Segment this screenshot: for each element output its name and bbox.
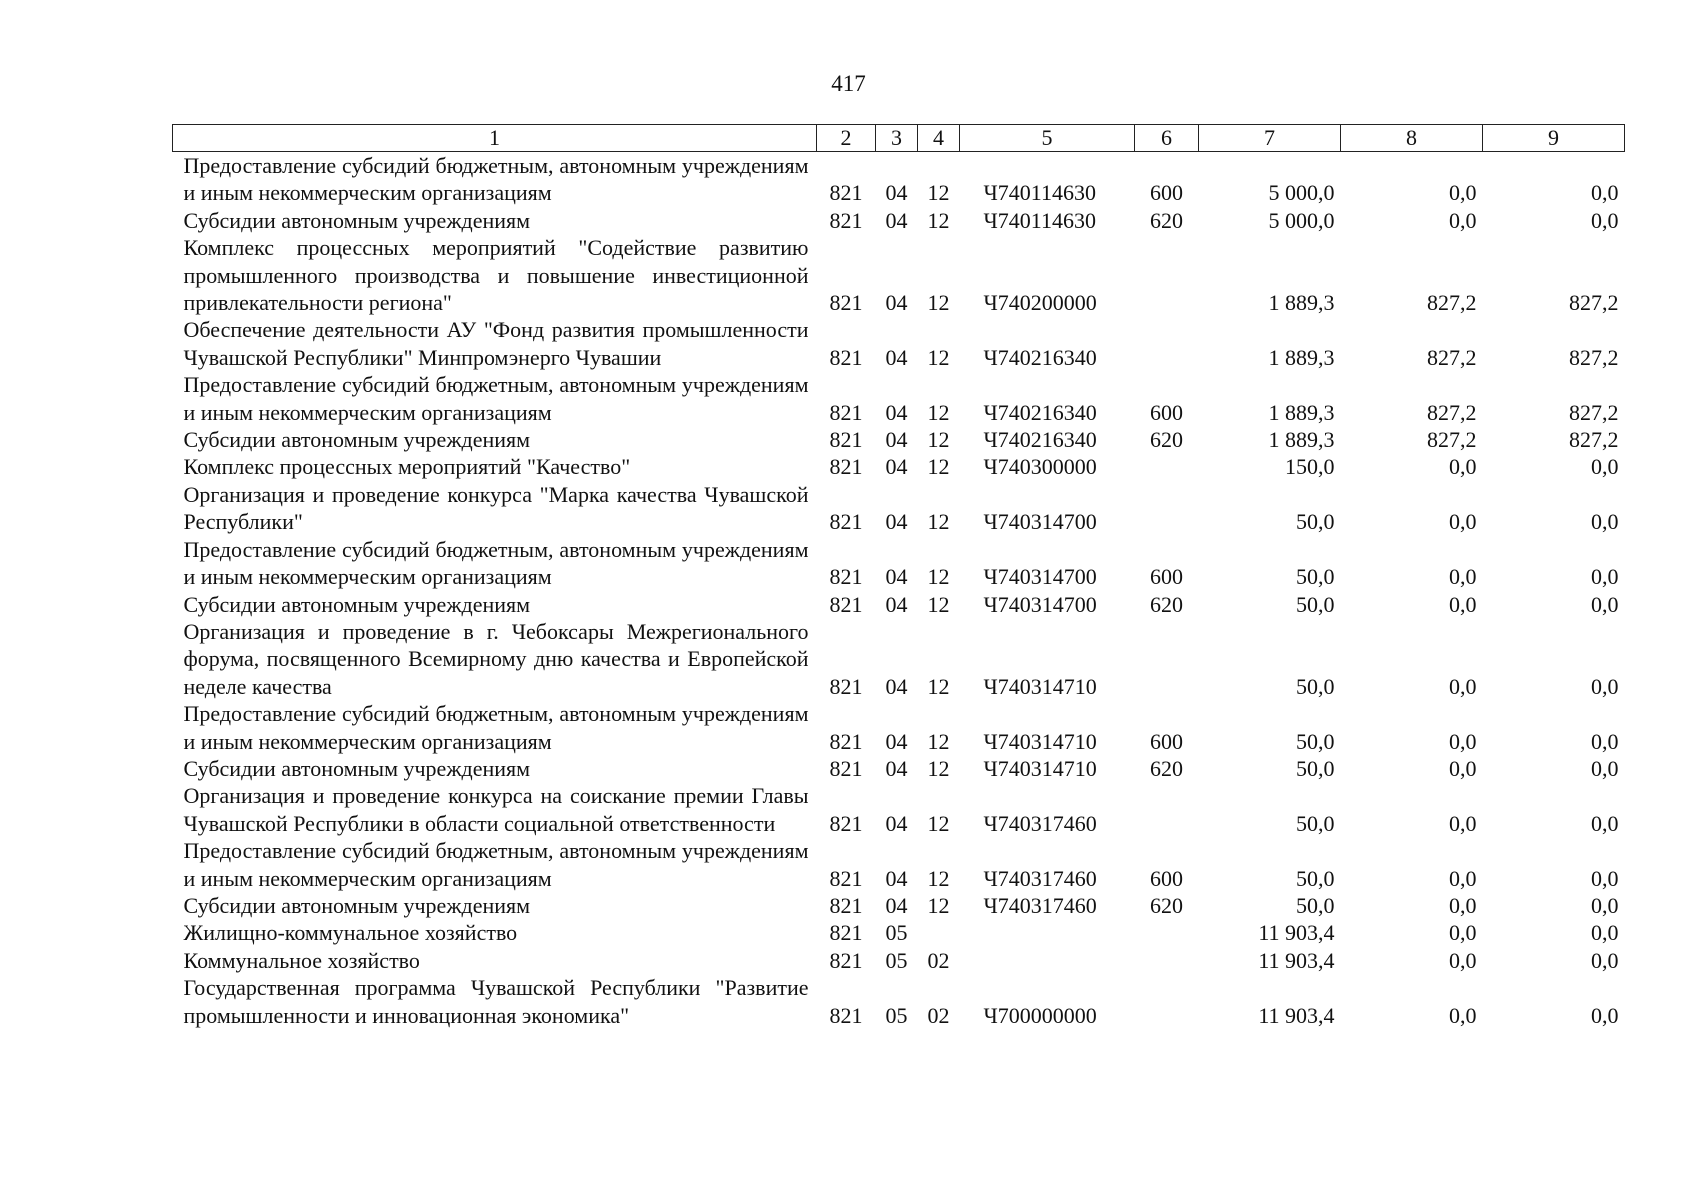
amount-col7: 50,0 [1296, 892, 1335, 918]
amount-col7: 5 000,0 [1268, 207, 1335, 233]
amount-col8: 0,0 [1449, 180, 1477, 206]
amount-col7: 50,0 [1296, 564, 1335, 590]
column-header: 4 [918, 125, 960, 152]
budget-table [172, 124, 1625, 1029]
expense-type-code: 600 [1150, 399, 1183, 425]
amount-col8: 0,0 [1449, 755, 1477, 781]
amount-col8: 827,2 [1427, 427, 1477, 453]
amount-col9: 827,2 [1569, 399, 1619, 425]
subsection-code [918, 919, 960, 946]
section-code: 04 [885, 427, 908, 453]
subsection-code: 12 [927, 673, 950, 699]
table-row [173, 426, 1625, 453]
amount-col8: 0,0 [1449, 509, 1477, 535]
section-code: 04 [885, 810, 908, 836]
admin-code: 821 [829, 454, 863, 480]
subsection-code: 12 [927, 728, 950, 754]
admin-code: 821 [829, 591, 863, 617]
table-body [173, 152, 1625, 1030]
admin-code: 821 [829, 509, 863, 535]
table-row [173, 207, 1625, 234]
amount-col7: 5 000,0 [1268, 180, 1335, 206]
table-row [173, 837, 1625, 892]
row-name: Предоставление субсидий бюджетным, автономным учреждениям и иным некоммерческим организациям [183, 536, 809, 590]
amount-col9: 0,0 [1591, 454, 1619, 480]
amount-col8: 0,0 [1449, 207, 1477, 233]
amount-col8: 0,0 [1449, 865, 1477, 891]
subsection-code: 12 [927, 564, 950, 590]
table-row [173, 152, 1625, 207]
subsection-code: 12 [927, 399, 950, 425]
target-article-code: Ч740314710 [983, 755, 1097, 781]
amount-col7: 1 889,3 [1268, 290, 1335, 316]
section-code: 04 [885, 509, 908, 535]
amount-col7: 11 903,4 [1258, 1002, 1335, 1028]
target-article-code: Ч700000000 [983, 1002, 1097, 1028]
admin-code: 821 [829, 728, 863, 754]
admin-code: 821 [829, 920, 863, 946]
row-name: Обеспечение деятельности АУ "Фонд развития промышленности Чувашской Республики" Минпромэнерго Чувашии [183, 317, 809, 370]
admin-code: 821 [829, 564, 863, 590]
amount-col8: 0,0 [1449, 810, 1477, 836]
target-article-code: Ч740216340 [983, 399, 1097, 425]
amount-col9: 0,0 [1591, 755, 1619, 781]
expense-type-code [1135, 453, 1199, 480]
amount-col9: 0,0 [1591, 1002, 1619, 1028]
expense-type-code [1135, 974, 1199, 1029]
target-article-code: Ч740314700 [983, 591, 1097, 617]
amount-col7: 50,0 [1296, 810, 1335, 836]
expense-type-code: 600 [1150, 865, 1183, 891]
amount-col9: 827,2 [1569, 290, 1619, 316]
row-name: Комплекс процессных мероприятий "Содействие развитию промышленного производства и повышение инвестиционной привлекательности региона" [183, 235, 809, 316]
column-header: 9 [1483, 125, 1625, 152]
section-code: 04 [885, 564, 908, 590]
admin-code: 821 [829, 427, 863, 453]
table-row [173, 453, 1625, 480]
table-row [173, 536, 1625, 591]
expense-type-code: 620 [1150, 427, 1183, 453]
amount-col9: 0,0 [1591, 728, 1619, 754]
section-code: 05 [885, 920, 908, 946]
subsection-code: 12 [927, 591, 950, 617]
section-code: 05 [885, 1002, 908, 1028]
expense-type-code [1135, 782, 1199, 837]
target-article-code: Ч740216340 [983, 427, 1097, 453]
amount-col7: 150,0 [1285, 454, 1335, 480]
section-code: 04 [885, 673, 908, 699]
amount-col9: 0,0 [1591, 180, 1619, 206]
section-code: 05 [885, 947, 908, 973]
amount-col7: 1 889,3 [1268, 427, 1335, 453]
amount-col8: 827,2 [1427, 344, 1477, 370]
target-article-code: Ч740216340 [983, 344, 1097, 370]
amount-col9: 0,0 [1591, 207, 1619, 233]
amount-col9: 0,0 [1591, 947, 1619, 973]
amount-col8: 827,2 [1427, 290, 1477, 316]
subsection-code: 12 [927, 344, 950, 370]
amount-col7: 50,0 [1296, 509, 1335, 535]
table-row [173, 919, 1625, 946]
admin-code: 821 [829, 865, 863, 891]
row-name: Комплекс процессных мероприятий "Качество" [183, 454, 631, 480]
expense-type-code: 620 [1150, 591, 1183, 617]
admin-code: 821 [829, 290, 863, 316]
row-name: Субсидии автономным учреждениям [183, 755, 531, 781]
amount-col7: 50,0 [1296, 755, 1335, 781]
column-header: 1 [173, 125, 817, 152]
column-header: 6 [1135, 125, 1199, 152]
expense-type-code [1135, 234, 1199, 316]
admin-code: 821 [829, 207, 863, 233]
section-code: 04 [885, 344, 908, 370]
amount-col8: 0,0 [1449, 673, 1477, 699]
admin-code: 821 [829, 180, 863, 206]
row-name: Предоставление субсидий бюджетным, автономным учреждениям и иным некоммерческим организациям [183, 153, 809, 206]
amount-col8: 0,0 [1449, 1002, 1477, 1028]
subsection-code: 12 [927, 427, 950, 453]
amount-col7: 50,0 [1296, 865, 1335, 891]
row-name: Организация и проведение конкурса на соискание премии Главы Чувашской Республики в области социальной ответственности [183, 783, 809, 836]
table-row [173, 700, 1625, 755]
table-header [173, 125, 1625, 152]
admin-code: 821 [829, 344, 863, 370]
table-row [173, 974, 1625, 1029]
amount-col7: 50,0 [1296, 728, 1335, 754]
column-header: 2 [817, 125, 876, 152]
row-name: Коммунальное хозяйство [183, 947, 420, 973]
table-row [173, 234, 1625, 316]
subsection-code: 12 [927, 207, 950, 233]
amount-col8: 827,2 [1427, 399, 1477, 425]
amount-col9: 0,0 [1591, 920, 1619, 946]
section-code: 04 [885, 591, 908, 617]
admin-code: 821 [829, 947, 863, 973]
row-name: Организация и проведение в г. Чебоксары Межрегионального форума, посвященного Всемирному дню качества и Европейской неделе качества [183, 618, 809, 699]
section-code: 04 [885, 180, 908, 206]
amount-col7: 1 889,3 [1268, 399, 1335, 425]
section-code: 04 [885, 454, 908, 480]
amount-col9: 0,0 [1591, 673, 1619, 699]
amount-col7: 1 889,3 [1268, 344, 1335, 370]
section-code: 04 [885, 399, 908, 425]
subsection-code: 12 [927, 755, 950, 781]
target-article-code [960, 947, 1135, 974]
subsection-code: 12 [927, 290, 950, 316]
table-row [173, 755, 1625, 782]
amount-col9: 0,0 [1591, 865, 1619, 891]
subsection-code: 02 [927, 947, 950, 973]
expense-type-code [1135, 316, 1199, 371]
table-row [173, 481, 1625, 536]
row-name: Предоставление субсидий бюджетным, автономным учреждениям и иным некоммерческим организациям [183, 372, 809, 425]
amount-col8: 0,0 [1449, 920, 1477, 946]
expense-type-code: 600 [1150, 564, 1183, 590]
row-name: Субсидии автономным учреждениям [183, 427, 531, 453]
expense-type-code: 620 [1150, 892, 1183, 918]
amount-col9: 0,0 [1591, 810, 1619, 836]
section-code: 04 [885, 892, 908, 918]
subsection-code: 12 [927, 892, 950, 918]
admin-code: 821 [829, 892, 863, 918]
row-name: Субсидии автономным учреждениям [183, 892, 531, 918]
table-row [173, 618, 1625, 700]
table-row [173, 947, 1625, 974]
table-row [173, 591, 1625, 618]
row-name: Предоставление субсидий бюджетным, автономным учреждениям и иным некоммерческим организациям [183, 838, 809, 891]
subsection-code: 12 [927, 865, 950, 891]
target-article-code: Ч740317460 [983, 810, 1097, 836]
amount-col8: 0,0 [1449, 947, 1477, 973]
target-article-code: Ч740114630 [983, 207, 1096, 233]
target-article-code: Ч740200000 [983, 290, 1097, 316]
section-code: 04 [885, 755, 908, 781]
admin-code: 821 [829, 755, 863, 781]
amount-col7: 11 903,4 [1258, 920, 1335, 946]
column-header: 3 [876, 125, 918, 152]
row-name: Государственная программа Чувашской Республики "Развитие промышленности и инновационная экономика" [183, 975, 809, 1028]
subsection-code: 02 [927, 1002, 950, 1028]
amount-col8: 0,0 [1449, 892, 1477, 918]
section-code: 04 [885, 865, 908, 891]
row-name: Субсидии автономным учреждениям [183, 591, 531, 617]
target-article-code: Ч740314710 [983, 673, 1097, 699]
row-name: Жилищно-коммунальное хозяйство [183, 920, 518, 946]
table-row [173, 316, 1625, 371]
expense-type-code: 620 [1150, 207, 1183, 233]
expense-type-code [1135, 481, 1199, 536]
amount-col8: 0,0 [1449, 454, 1477, 480]
subsection-code: 12 [927, 180, 950, 206]
target-article-code [960, 919, 1135, 946]
amount-col7: 50,0 [1296, 591, 1335, 617]
subsection-code: 12 [927, 509, 950, 535]
amount-col9: 0,0 [1591, 509, 1619, 535]
amount-col9: 827,2 [1569, 344, 1619, 370]
amount-col7: 50,0 [1296, 673, 1335, 699]
target-article-code: Ч740300000 [983, 454, 1097, 480]
section-code: 04 [885, 207, 908, 233]
admin-code: 821 [829, 1002, 863, 1028]
table-row [173, 892, 1625, 919]
target-article-code: Ч740114630 [983, 180, 1096, 206]
table-row [173, 371, 1625, 426]
expense-type-code [1135, 919, 1199, 946]
expense-type-code: 600 [1150, 728, 1183, 754]
section-code: 04 [885, 728, 908, 754]
header-row [173, 125, 1625, 152]
subsection-code: 12 [927, 810, 950, 836]
section-code: 04 [885, 290, 908, 316]
row-name: Субсидии автономным учреждениям [183, 207, 531, 233]
target-article-code: Ч740314710 [983, 728, 1097, 754]
amount-col9: 827,2 [1569, 427, 1619, 453]
amount-col9: 0,0 [1591, 892, 1619, 918]
target-article-code: Ч740317460 [983, 892, 1097, 918]
target-article-code: Ч740314700 [983, 564, 1097, 590]
row-name: Предоставление субсидий бюджетным, автономным учреждениям и иным некоммерческим организациям [183, 701, 809, 754]
amount-col8: 0,0 [1449, 591, 1477, 617]
column-header: 7 [1199, 125, 1341, 152]
expense-type-code: 600 [1150, 180, 1183, 206]
expense-type-code [1135, 947, 1199, 974]
admin-code: 821 [829, 810, 863, 836]
amount-col8: 0,0 [1449, 564, 1477, 590]
amount-col8: 0,0 [1449, 728, 1477, 754]
table-row [173, 782, 1625, 837]
admin-code: 821 [829, 399, 863, 425]
admin-code: 821 [829, 673, 863, 699]
page-number: 417 [831, 71, 866, 96]
expense-type-code [1135, 618, 1199, 700]
target-article-code: Ч740317460 [983, 865, 1097, 891]
expense-type-code: 620 [1150, 755, 1183, 781]
amount-col7: 11 903,4 [1258, 947, 1335, 973]
amount-col9: 0,0 [1591, 564, 1619, 590]
row-name: Организация и проведение конкурса "Марка качества Чувашской Республики" [183, 481, 809, 535]
amount-col9: 0,0 [1591, 591, 1619, 617]
column-header: 8 [1341, 125, 1483, 152]
target-article-code: Ч740314700 [983, 509, 1097, 535]
subsection-code: 12 [927, 454, 950, 480]
column-header: 5 [960, 125, 1135, 152]
